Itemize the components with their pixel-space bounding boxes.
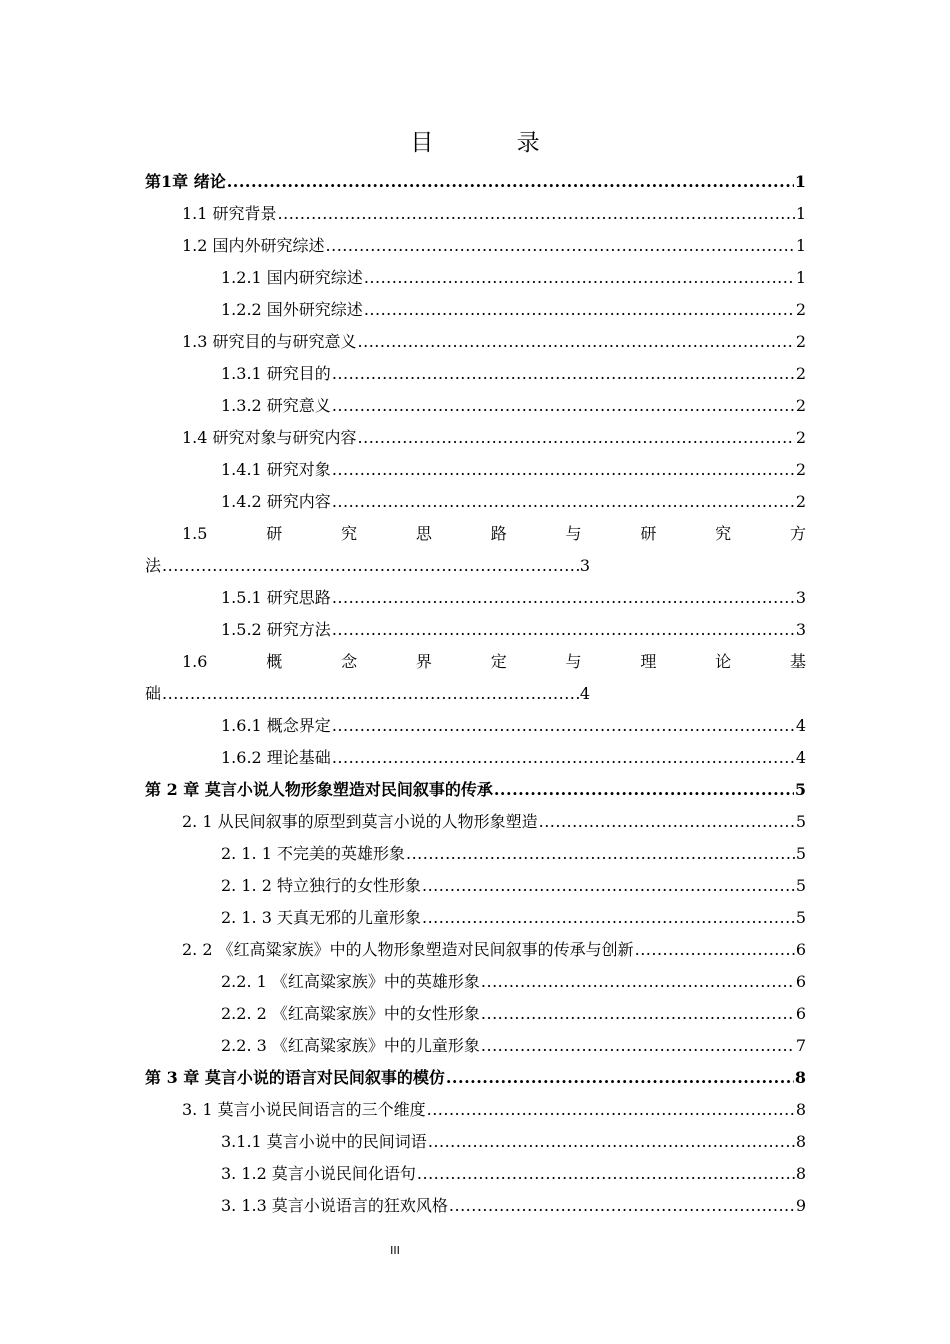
toc-entry-word: 理: [640, 652, 657, 671]
toc-entry-label: 1.2.2 国外研究综述: [221, 300, 363, 319]
toc-entry-word: 基: [789, 652, 806, 671]
toc-entry-word: 1.5: [182, 524, 208, 543]
dot-leader: [358, 326, 795, 358]
toc-entry-label: 1.6.2 理论基础: [221, 748, 331, 767]
toc-page-number: 1: [794, 172, 806, 191]
dot-leader: [332, 582, 795, 614]
toc-entry-1-5-2[interactable]: [145, 614, 806, 646]
dot-leader: [227, 166, 794, 198]
dot-leader: [332, 358, 795, 390]
toc-entry-word: 础: [145, 684, 162, 703]
toc-entry-label: 3. 1 莫言小说民间语言的三个维度: [182, 1100, 426, 1119]
toc-entry-word: 与: [565, 524, 582, 543]
toc-page-number: 2: [795, 364, 806, 383]
toc-entry-chapter-3[interactable]: [145, 1062, 806, 1094]
dot-leader: [406, 838, 795, 870]
dot-leader: [635, 934, 795, 966]
toc-entry-justified-line: [145, 646, 806, 678]
toc-page-number: 4: [795, 748, 806, 767]
dot-leader: [364, 262, 795, 294]
toc-page-number: 5: [795, 812, 806, 831]
toc-entry-1-6-1[interactable]: [145, 710, 806, 742]
toc-page-number: 5: [794, 780, 806, 799]
toc-entry-justified-line: [145, 518, 806, 550]
toc-entry-word: 1.6: [182, 652, 208, 671]
toc-page-number: 2: [795, 396, 806, 415]
toc-page-number: 1: [795, 236, 806, 255]
toc-page-number: 6: [795, 1004, 806, 1023]
toc-entry-label: 1.2 国内外研究综述: [182, 236, 325, 255]
toc-entry-label: 2.2. 1 《红高粱家族》中的英雄形象: [221, 972, 480, 991]
dot-leader: [449, 1190, 795, 1222]
toc-entry-label: 第 2 章 莫言小说人物形象塑造对民间叙事的传承: [145, 780, 493, 799]
toc-entry-chapter-1[interactable]: [145, 166, 806, 198]
dot-leader: [332, 454, 795, 486]
toc-entry-wrapped-line: [145, 550, 590, 582]
toc-entry-word: 念: [341, 652, 358, 671]
toc-entry-word: 路: [490, 524, 507, 543]
dot-leader: [417, 1158, 795, 1190]
toc-entry-2-2-2[interactable]: [145, 998, 806, 1030]
toc-page-number: 2: [795, 460, 806, 479]
page-footer-number: III: [390, 1244, 400, 1257]
toc-page-number: 6: [795, 940, 806, 959]
dot-leader: [539, 806, 795, 838]
dot-leader: [481, 1030, 795, 1062]
toc-entry-label: 第 3 章 莫言小说的语言对民间叙事的模仿: [145, 1068, 445, 1087]
toc-entry-1-4[interactable]: [145, 422, 806, 454]
toc-page-number: 6: [795, 972, 806, 991]
toc-page-number: 5: [795, 876, 806, 895]
toc-entry-label: 3. 1.3 莫言小说语言的狂欢风格: [221, 1196, 448, 1215]
dot-leader: [422, 902, 795, 934]
toc-page-number: 2: [795, 332, 806, 351]
toc-entry-label: 1.1 研究背景: [182, 204, 277, 223]
toc-entry-1-2-2[interactable]: [145, 294, 806, 326]
toc-entry-word: 论: [715, 652, 732, 671]
dot-leader: [428, 1126, 795, 1158]
toc-entry-1-3-2[interactable]: [145, 390, 806, 422]
dot-leader: [364, 294, 795, 326]
toc-entry-3-1-1[interactable]: [145, 1126, 806, 1158]
dot-leader: [332, 742, 795, 774]
toc-page-number: 5: [795, 844, 806, 863]
dot-leader: [162, 550, 579, 582]
toc-entry-label: 1.6.1 概念界定: [221, 716, 331, 735]
toc-page-number: 2: [795, 428, 806, 447]
toc-entry-word: 方: [789, 524, 806, 543]
toc-entry-1-3-1[interactable]: [145, 358, 806, 390]
toc-entry-1-2[interactable]: [145, 230, 806, 262]
toc-page-number: 3: [795, 620, 806, 639]
toc-entry-2-1-3[interactable]: [145, 902, 806, 934]
toc-entry-label: 1.3.1 研究目的: [221, 364, 331, 383]
toc-entry-1-3[interactable]: [145, 326, 806, 358]
dot-leader: [358, 422, 795, 454]
toc-entry-word: 界: [415, 652, 432, 671]
toc-page-number: 7: [795, 1036, 806, 1055]
toc-entry-2-1[interactable]: [145, 806, 806, 838]
toc-entry-word: 法: [145, 556, 162, 575]
toc-entry-wrapped-line: [145, 678, 590, 710]
toc-entry-3-1-2[interactable]: [145, 1158, 806, 1190]
dot-leader: [278, 198, 795, 230]
toc-entry-label: 2. 2 《红高粱家族》中的人物形象塑造对民间叙事的传承与创新: [182, 940, 634, 959]
toc-entry-word: 与: [565, 652, 582, 671]
toc-entry-3-1-3[interactable]: [145, 1190, 806, 1222]
toc-entry-label: 2.2. 3 《红高粱家族》中的儿童形象: [221, 1036, 480, 1055]
dot-leader: [326, 230, 795, 262]
toc-entry-label: 1.3 研究目的与研究意义: [182, 332, 357, 351]
toc-entry-chapter-2[interactable]: [145, 774, 806, 806]
toc-page-number: 1: [795, 268, 806, 287]
toc-entry-1-4-2[interactable]: [145, 486, 806, 518]
toc-page-number: 1: [795, 204, 806, 223]
dot-leader: [162, 678, 579, 710]
toc-entry-label: 3.1.1 莫言小说中的民间词语: [221, 1132, 427, 1151]
dot-leader: [332, 486, 795, 518]
toc-entry-label: 1.5.2 研究方法: [221, 620, 331, 639]
toc-entry-1-5[interactable]: [145, 518, 806, 582]
toc-entry-2-1-2[interactable]: [145, 870, 806, 902]
dot-leader: [332, 390, 795, 422]
toc-entry-1-6-2[interactable]: [145, 742, 806, 774]
toc-entry-label: 3. 1.2 莫言小说民间化语句: [221, 1164, 416, 1183]
toc-entry-label: 2. 1. 3 天真无邪的儿童形象: [221, 908, 421, 927]
toc-page-number: 8: [795, 1100, 806, 1119]
toc-entry-label: 2. 1 从民间叙事的原型到莫言小说的人物形象塑造: [182, 812, 538, 831]
toc-entry-label: 1.4 研究对象与研究内容: [182, 428, 357, 447]
toc-page-number: 4: [795, 716, 806, 735]
dot-leader: [427, 1094, 795, 1126]
dot-leader: [481, 966, 795, 998]
toc-entry-word: 究: [341, 524, 358, 543]
toc-page-number: 3: [579, 556, 590, 575]
toc-entry-label: 2. 1. 2 特立独行的女性形象: [221, 876, 421, 895]
toc-entry-1-5-1[interactable]: [145, 582, 806, 614]
toc-entry-label: 1.3.2 研究意义: [221, 396, 331, 415]
dot-leader: [446, 1062, 794, 1094]
toc-entry-label: 1.4.1 研究对象: [221, 460, 331, 479]
toc-entry-word: 思: [415, 524, 432, 543]
toc-page-number: 8: [795, 1132, 806, 1151]
toc-page-number: 2: [795, 300, 806, 319]
toc-page-number: 5: [795, 908, 806, 927]
toc-entry-label: 1.4.2 研究内容: [221, 492, 331, 511]
toc-page-number: 3: [795, 588, 806, 607]
toc-entry-2-2-3[interactable]: [145, 1030, 806, 1062]
toc-entry-label: 1.5.1 研究思路: [221, 588, 331, 607]
toc-page-number: 9: [795, 1196, 806, 1215]
toc-page-number: 4: [579, 684, 590, 703]
toc-entry-1-4-1[interactable]: [145, 454, 806, 486]
toc-entry-1-6[interactable]: [145, 646, 806, 710]
toc-entry-1-1[interactable]: [145, 198, 806, 230]
dot-leader: [422, 870, 795, 902]
dot-leader: [494, 774, 794, 806]
toc-entry-word: 研: [266, 524, 283, 543]
dot-leader: [332, 614, 795, 646]
dot-leader: [481, 998, 795, 1030]
toc-page-number: 8: [794, 1068, 806, 1087]
toc-entry-2-2[interactable]: [145, 934, 806, 966]
toc-entry-label: 第1章 绪论: [145, 172, 226, 191]
toc-entry-word: 究: [715, 524, 732, 543]
toc-entry-2-2-1[interactable]: [145, 966, 806, 998]
toc-entry-word: 概: [266, 652, 283, 671]
toc-entry-3-1[interactable]: [145, 1094, 806, 1126]
toc-page-number: 8: [795, 1164, 806, 1183]
toc-entry-label: 2.2. 2 《红高粱家族》中的女性形象: [221, 1004, 480, 1023]
toc-entry-label: 1.2.1 国内研究综述: [221, 268, 363, 287]
table-of-contents: [145, 166, 806, 1222]
toc-entry-2-1-1[interactable]: [145, 838, 806, 870]
toc-title: 目 录: [410, 130, 578, 156]
toc-page-number: 2: [795, 492, 806, 511]
toc-entry-1-2-1[interactable]: [145, 262, 806, 294]
toc-entry-word: 定: [490, 652, 507, 671]
dot-leader: [332, 710, 795, 742]
toc-entry-label: 2. 1. 1 不完美的英雄形象: [221, 844, 405, 863]
toc-entry-word: 研: [640, 524, 657, 543]
